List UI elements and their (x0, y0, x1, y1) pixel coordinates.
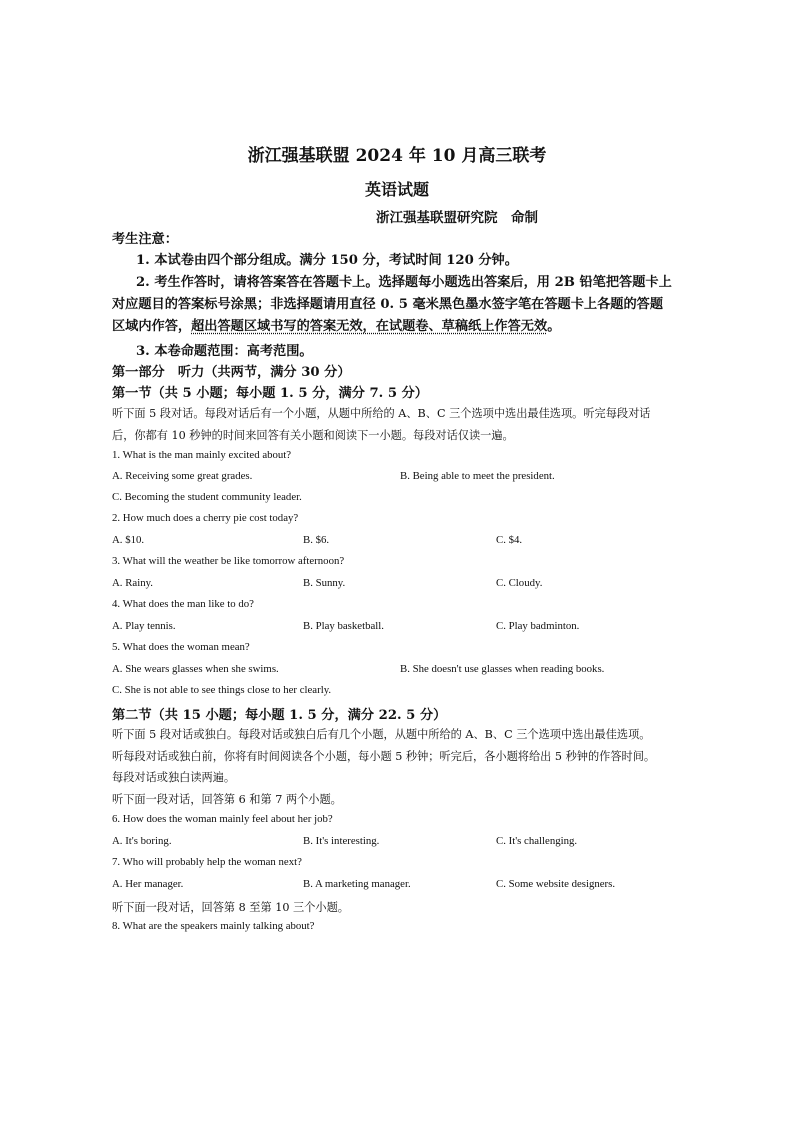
question-2-option-b: B. $6. (303, 534, 330, 546)
question-2-option-a: A. $10. (112, 534, 145, 546)
question-2-option-c: C. $4. (496, 534, 523, 546)
notice-item-2-line-3 (112, 315, 560, 334)
section2-instructions-1: 听下面 5 段对话或独白。每段对话或独白后有几个小题，从题中所给的 A、B、C 三个选项中选出最佳选项。 (112, 728, 651, 741)
question-8-stem: 8. What are the speakers mainly talking about? (112, 920, 315, 932)
section1-heading: 第一节（共 5 小题；每小题 1. 5 分，满分 7. 5 分） (112, 386, 428, 401)
author-line: 浙江强基联盟研究院 命制 (376, 210, 538, 226)
question-5-option-a: A. She wears glasses when she swims. (112, 663, 279, 675)
section2-instructions-3: 每段对话或独白读两遍。 (112, 771, 236, 784)
question-6-option-a: A. It's boring. (112, 835, 172, 847)
subject-title: 英语试题 (364, 180, 429, 199)
question-5-stem: 5. What does the woman mean? (112, 641, 250, 653)
notice-item-2-line-2: 对应题目的答案标号涂黑；非选择题请用直径 0. 5 毫米黑色墨水签字笔在答题卡上各题的答题 (112, 297, 664, 312)
notice-emphasis: 超出答题区域书写的答案无效，在试题卷、草稿纸上作答无效 (191, 319, 548, 334)
notice-item-1: 1. 本试卷由四个部分组成。满分 150 分，考试时间 120 分钟。 (136, 253, 518, 268)
question-7-option-c: C. Some website designers. (496, 878, 616, 890)
question-1-stem: 1. What is the man mainly excited about? (112, 449, 292, 461)
question-6-option-b: B. It's interesting. (303, 835, 380, 847)
section2-instructions-2: 听每段对话或独白前，你将有时间阅读各个小题，每小题 5 秒钟；听完后，各小题将给出 5 秒钟的作答时间。 (112, 750, 656, 763)
question-5-option-c: C. She is not able to see things close to her clearly. (112, 684, 332, 696)
notice-text: 区域内作答， (112, 319, 192, 334)
question-7-stem: 7. Who will probably help the woman next? (112, 856, 302, 868)
question-3-option-c: C. Cloudy. (496, 577, 543, 589)
question-1-option-c: C. Becoming the student community leader. (112, 491, 302, 503)
section1-instructions-1: 听下面 5 段对话。每段对话后有一个小题，从题中所给的 A、B、C 三个选项中选出最佳选项。听完每段对话 (112, 407, 651, 420)
notice-text-end: 。 (547, 319, 561, 334)
question-4-stem: 4. What does the man like to do? (112, 598, 254, 610)
question-3-option-b: B. Sunny. (303, 577, 346, 589)
question-4-option-c: C. Play badminton. (496, 620, 580, 632)
question-6-stem: 6. How does the woman mainly feel about her job? (112, 813, 333, 825)
section2-heading: 第二节（共 15 小题；每小题 1. 5 分，满分 22. 5 分） (112, 708, 447, 723)
question-7-option-a: A. Her manager. (112, 878, 184, 890)
part1-heading: 第一部分 听力（共两节，满分 30 分） (112, 365, 351, 380)
question-7-option-b: B. A marketing manager. (303, 878, 411, 890)
question-3-option-a: A. Rainy. (112, 577, 153, 589)
dialog-intro-8-10: 听下面一段对话，回答第 8 至第 10 三个小题。 (112, 901, 349, 914)
section1-instructions-2: 后，你都有 10 秒钟的时间来回答有关小题和阅读下一小题。每段对话仅读一遍。 (112, 429, 514, 442)
question-3-stem: 3. What will the weather be like tomorrow afternoon? (112, 555, 345, 567)
notice-item-2-line-1: 2. 考生作答时，请将答案答在答题卡上。选择题每小题选出答案后，用 2B 铅笔把答题卡上 (136, 275, 672, 290)
exam-title: 浙江强基联盟 2024 年 10 月高三联考 (247, 146, 547, 166)
question-6-option-c: C. It's challenging. (496, 835, 578, 847)
question-4-option-b: B. Play basketball. (303, 620, 384, 632)
question-4-option-a: A. Play tennis. (112, 620, 176, 632)
question-1-option-a: A. Receiving some great grades. (112, 470, 253, 482)
question-2-stem: 2. How much does a cherry pie cost today? (112, 512, 299, 524)
question-5-option-b: B. She doesn't use glasses when reading books. (400, 663, 605, 675)
notice-heading: 考生注意： (112, 232, 178, 247)
dialog-intro-6-7: 听下面一段对话，回答第 6 和第 7 两个小题。 (112, 793, 342, 806)
question-1-option-b: B. Being able to meet the president. (400, 470, 555, 482)
notice-item-3: 3. 本卷命题范围：高考范围。 (136, 344, 313, 359)
